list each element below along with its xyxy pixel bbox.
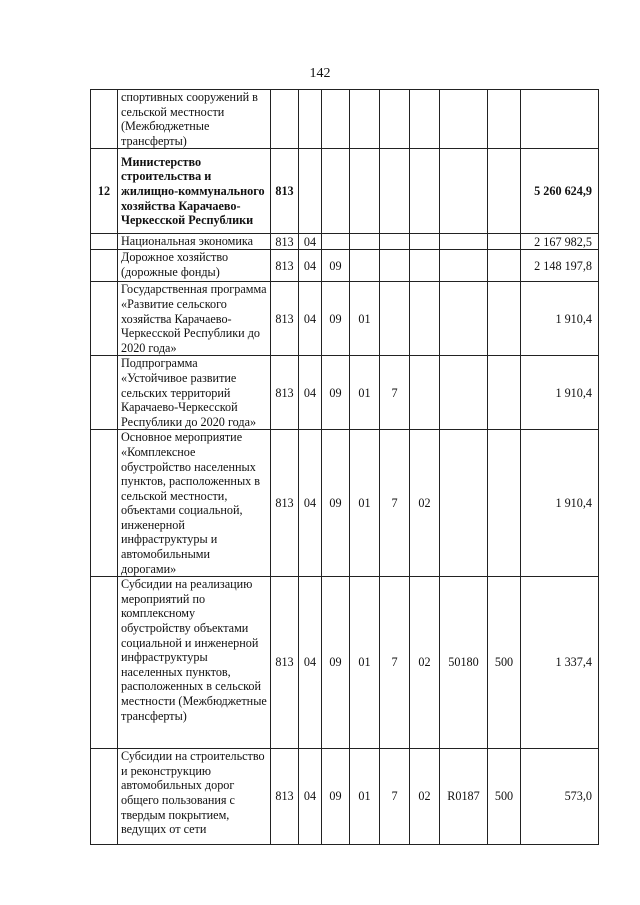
row-name: Министерство строительства и жилищно-коммунального хозяйства Карачаево-Черкесской Республики — [118, 149, 271, 234]
expense-code — [440, 430, 488, 577]
table-row — [91, 430, 599, 577]
expense-code — [440, 149, 488, 234]
admin-code — [271, 90, 299, 149]
subprogram-code: 7 — [380, 430, 410, 577]
amount — [521, 90, 599, 149]
expense-code — [440, 356, 488, 430]
section-code: 04 — [299, 282, 322, 356]
admin-code: 813 — [271, 430, 299, 577]
activity-code: 02 — [410, 749, 440, 845]
amount: 1 910,4 — [521, 430, 599, 577]
expense-type — [488, 282, 521, 356]
table-row — [91, 234, 599, 250]
expense-code: R0187 — [440, 749, 488, 845]
activity-code — [410, 90, 440, 149]
admin-code: 813 — [271, 282, 299, 356]
subprogram-code — [380, 250, 410, 282]
section-code: 04 — [299, 577, 322, 749]
section-code — [299, 149, 322, 234]
program-code: 01 — [350, 430, 380, 577]
subsection-code: 09 — [322, 282, 350, 356]
table-row — [91, 749, 599, 845]
subsection-code — [322, 149, 350, 234]
amount: 1 910,4 — [521, 356, 599, 430]
subprogram-code — [380, 149, 410, 234]
amount: 1 910,4 — [521, 282, 599, 356]
program-code — [350, 234, 380, 250]
activity-code: 02 — [410, 430, 440, 577]
amount: 1 337,4 — [521, 577, 599, 749]
row-name: Основное мероприятие «Комплексное обустройство населенных пунктов, расположенных в сельской местности, объектами социальной, инженерной инфраструктуры и автомобильными дорогами» — [118, 430, 271, 577]
subprogram-code — [380, 90, 410, 149]
section-code — [299, 90, 322, 149]
activity-code — [410, 356, 440, 430]
subprogram-code: 7 — [380, 749, 410, 845]
amount: 573,0 — [521, 749, 599, 845]
subsection-code — [322, 90, 350, 149]
row-name: Государственная программа «Развитие сельского хозяйства Карачаево-Черкесской Республики до 2020 года» — [118, 282, 271, 356]
program-code: 01 — [350, 356, 380, 430]
row-number — [91, 749, 118, 845]
table-row — [91, 149, 599, 234]
program-code: 01 — [350, 577, 380, 749]
subprogram-code — [380, 282, 410, 356]
admin-code: 813 — [271, 149, 299, 234]
row-number — [91, 577, 118, 749]
activity-code — [410, 282, 440, 356]
expense-type — [488, 234, 521, 250]
activity-code — [410, 234, 440, 250]
row-name: Субсидии на реализацию мероприятий по комплексному обустройству объектами социальной и инженерной инфраструктуры населенных пунктов, расположенных в сельской местности (Межбюджетные трансферты) — [118, 577, 271, 749]
subsection-code: 09 — [322, 749, 350, 845]
table-row — [91, 250, 599, 282]
amount: 2 148 197,8 — [521, 250, 599, 282]
expense-type — [488, 356, 521, 430]
table-row — [91, 90, 599, 149]
subsection-code: 09 — [322, 250, 350, 282]
admin-code: 813 — [271, 577, 299, 749]
section-code: 04 — [299, 430, 322, 577]
program-code — [350, 90, 380, 149]
expense-type — [488, 250, 521, 282]
page-number: 142 — [309, 66, 331, 81]
admin-code: 813 — [271, 234, 299, 250]
table-row — [91, 577, 599, 749]
section-code: 04 — [299, 234, 322, 250]
admin-code: 813 — [271, 749, 299, 845]
subsection-code: 09 — [322, 430, 350, 577]
budget-table — [90, 89, 599, 845]
admin-code: 813 — [271, 356, 299, 430]
row-name: спортивных сооружений в сельской местности (Межбюджетные трансферты) — [118, 90, 271, 149]
subprogram-code: 7 — [380, 577, 410, 749]
amount: 5 260 624,9 — [521, 149, 599, 234]
activity-code: 02 — [410, 577, 440, 749]
subprogram-code — [380, 234, 410, 250]
row-number — [91, 282, 118, 356]
expense-type — [488, 149, 521, 234]
program-code: 01 — [350, 282, 380, 356]
activity-code — [410, 250, 440, 282]
row-number — [91, 90, 118, 149]
subprogram-code: 7 — [380, 356, 410, 430]
row-number — [91, 234, 118, 250]
subsection-code: 09 — [322, 577, 350, 749]
expense-code — [440, 250, 488, 282]
row-name: Дорожное хозяйство (дорожные фонды) — [118, 250, 271, 282]
expense-code: 50180 — [440, 577, 488, 749]
expense-type: 500 — [488, 749, 521, 845]
subsection-code — [322, 234, 350, 250]
table-row — [91, 356, 599, 430]
expense-type: 500 — [488, 577, 521, 749]
expense-type — [488, 430, 521, 577]
program-code: 01 — [350, 749, 380, 845]
section-code: 04 — [299, 250, 322, 282]
admin-code: 813 — [271, 250, 299, 282]
program-code — [350, 149, 380, 234]
row-number — [91, 356, 118, 430]
row-name: Национальная экономика — [118, 234, 271, 250]
row-name: Подпрограмма «Устойчивое развитие сельских территорий Карачаево-Черкесской Республики до 2020 года» — [118, 356, 271, 430]
expense-code — [440, 282, 488, 356]
program-code — [350, 250, 380, 282]
row-name: Субсидии на строительство и реконструкцию автомобильных дорог общего пользования с твердым покрытием, ведущих от сети — [118, 749, 271, 845]
activity-code — [410, 149, 440, 234]
expense-code — [440, 234, 488, 250]
section-code: 04 — [299, 749, 322, 845]
table-body — [91, 90, 599, 845]
expense-code — [440, 90, 488, 149]
row-number: 12 — [91, 149, 118, 234]
row-number — [91, 430, 118, 577]
subsection-code: 09 — [322, 356, 350, 430]
row-number — [91, 250, 118, 282]
table-row — [91, 282, 599, 356]
expense-type — [488, 90, 521, 149]
section-code: 04 — [299, 356, 322, 430]
amount: 2 167 982,5 — [521, 234, 599, 250]
